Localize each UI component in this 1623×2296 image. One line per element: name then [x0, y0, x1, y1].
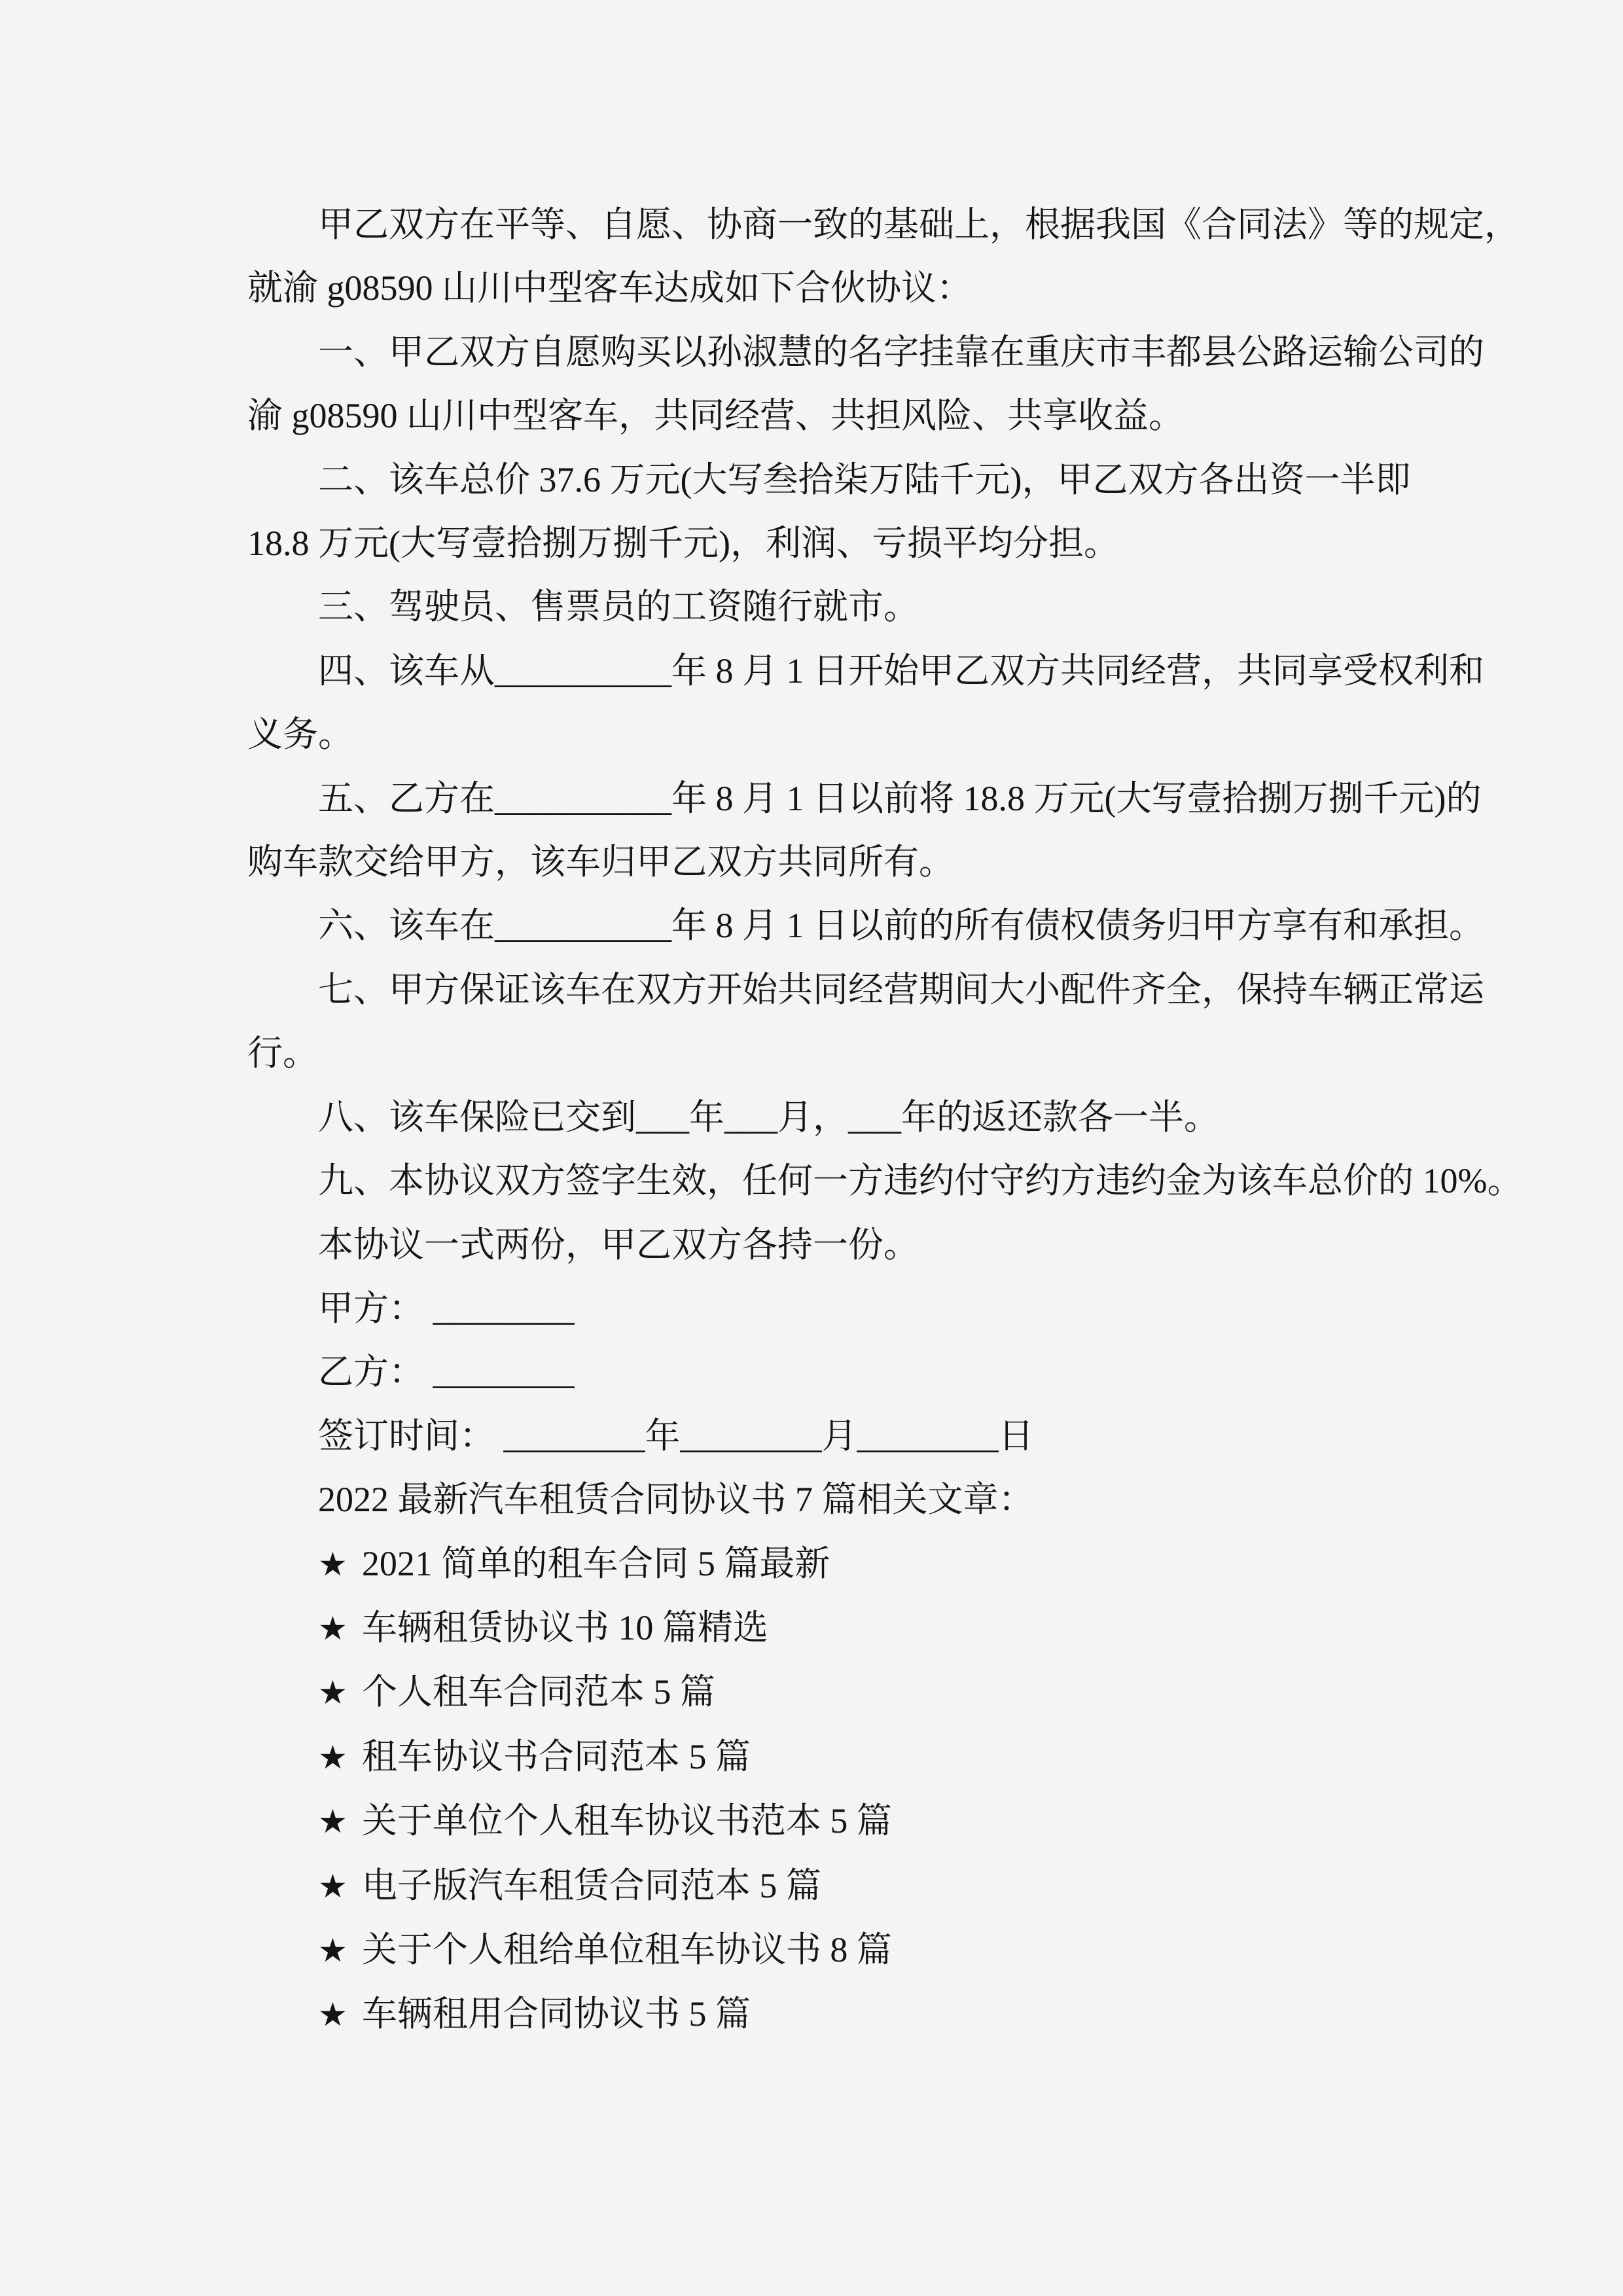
- text-line: [247, 257, 1399, 320]
- text-line: [247, 831, 1399, 894]
- line-text: 2021 简单的租车合同 5 篇最新: [361, 1543, 830, 1583]
- text-line: [247, 1086, 1399, 1149]
- text-line: [247, 703, 1399, 766]
- text-line: [247, 448, 1411, 512]
- line-text: 关于单位个人租车协议书范本 5 篇: [361, 1801, 892, 1841]
- text-line: [247, 1277, 1399, 1340]
- line-text: 四、该车从__________年 8 月 1 日开始甲乙双方共同经营，共同享受权利和: [318, 651, 1484, 691]
- text-line: [247, 767, 1482, 831]
- line-text: 甲乙双方在平等、自愿、协商一致的基础上，根据我国《合同法》等的规定，: [318, 205, 1520, 244]
- text-line: [247, 1854, 1399, 1918]
- text-line: [247, 1532, 1399, 1596]
- line-text: 渝 g08590 山川中型客车，共同经营、共担风险、共享收益。: [247, 396, 1184, 436]
- text-line: [247, 1468, 1399, 1532]
- line-text: 义务。: [247, 715, 353, 755]
- line-text: 九、本协议双方签字生效，任何一方违约付守约方违约金为该车总价的 10%。: [318, 1161, 1523, 1201]
- line-text: 签订时间： ________年________月________日: [318, 1416, 1034, 1456]
- line-text: 甲方： ________: [318, 1288, 575, 1328]
- line-text: 电子版汽车租赁合同范本 5 篇: [361, 1865, 821, 1905]
- star-icon: ★: [318, 1609, 348, 1647]
- line-text: 二、该车总价 37.6 万元(大写叁拾柒万陆千元)，甲乙双方各出资一半即: [318, 459, 1411, 499]
- text-line: [247, 1660, 1399, 1725]
- line-text: 关于个人租给单位租车协议书 8 篇: [361, 1929, 892, 1969]
- text-line: [247, 958, 1484, 1022]
- text-line: [247, 1789, 1399, 1854]
- line-text: 租车协议书合同范本 5 篇: [361, 1736, 751, 1776]
- text-line: [247, 1022, 1399, 1085]
- text-line: [247, 575, 1399, 639]
- text-line: [247, 384, 1399, 448]
- line-text: 18.8 万元(大写壹拾捌万捌千元)，利润、亏损平均分担。: [247, 524, 1119, 564]
- contract-body: [247, 193, 1523, 2047]
- star-icon: ★: [318, 1996, 348, 2034]
- line-text: 行。: [247, 1033, 318, 1073]
- text-line: [247, 1405, 1399, 1468]
- line-text: 车辆租赁协议书 10 篇精选: [361, 1607, 768, 1647]
- text-line: [247, 1213, 1399, 1277]
- line-text: 本协议一式两份，甲乙双方各持一份。: [318, 1225, 919, 1265]
- text-line: [247, 894, 1484, 958]
- star-icon: ★: [318, 1931, 348, 1969]
- star-icon: ★: [318, 1738, 348, 1776]
- line-text: 七、甲方保证该车在双方开始共同经营期间大小配件齐全，保持车辆正常运: [318, 969, 1484, 1009]
- line-text: 2022 最新汽车租赁合同协议书 7 篇相关文章：: [318, 1480, 1034, 1520]
- line-text: 六、该车在__________年 8 月 1 日以前的所有债权债务归甲方享有和承担。: [318, 906, 1484, 946]
- star-icon: ★: [318, 1545, 348, 1583]
- line-text: 购车款交给甲方，该车归甲乙双方共同所有。: [247, 842, 954, 882]
- star-icon: ★: [318, 1867, 348, 1905]
- line-text: 三、驾驶员、售票员的工资随行就市。: [318, 587, 919, 627]
- line-text: 五、乙方在__________年 8 月 1 日以前将 18.8 万元(大写壹拾捌万捌千元)的: [318, 778, 1482, 818]
- star-icon: ★: [318, 1803, 348, 1841]
- line-text: 乙方： ________: [318, 1352, 575, 1392]
- line-text: 八、该车保险已交到___年___月，___年的返还款各一半。: [318, 1097, 1219, 1137]
- text-line: [247, 1982, 1399, 2047]
- text-line: [247, 512, 1399, 575]
- line-text: 个人租车合同范本 5 篇: [361, 1672, 715, 1712]
- line-text: 车辆租用合同协议书 5 篇: [361, 1994, 751, 2034]
- text-line: [247, 1725, 1399, 1789]
- text-line: [247, 321, 1484, 384]
- text-line: [247, 1340, 1399, 1404]
- text-line: [247, 639, 1484, 703]
- line-text: 就渝 g08590 山川中型客车达成如下合伙协议：: [247, 268, 972, 308]
- line-text: 一、甲乙双方自愿购买以孙淑慧的名字挂靠在重庆市丰都县公路运输公司的: [318, 332, 1484, 372]
- text-line: [247, 1918, 1399, 1982]
- text-line: [247, 193, 1520, 257]
- text-line: [247, 1149, 1523, 1213]
- star-icon: ★: [318, 1674, 348, 1712]
- text-line: [247, 1596, 1399, 1660]
